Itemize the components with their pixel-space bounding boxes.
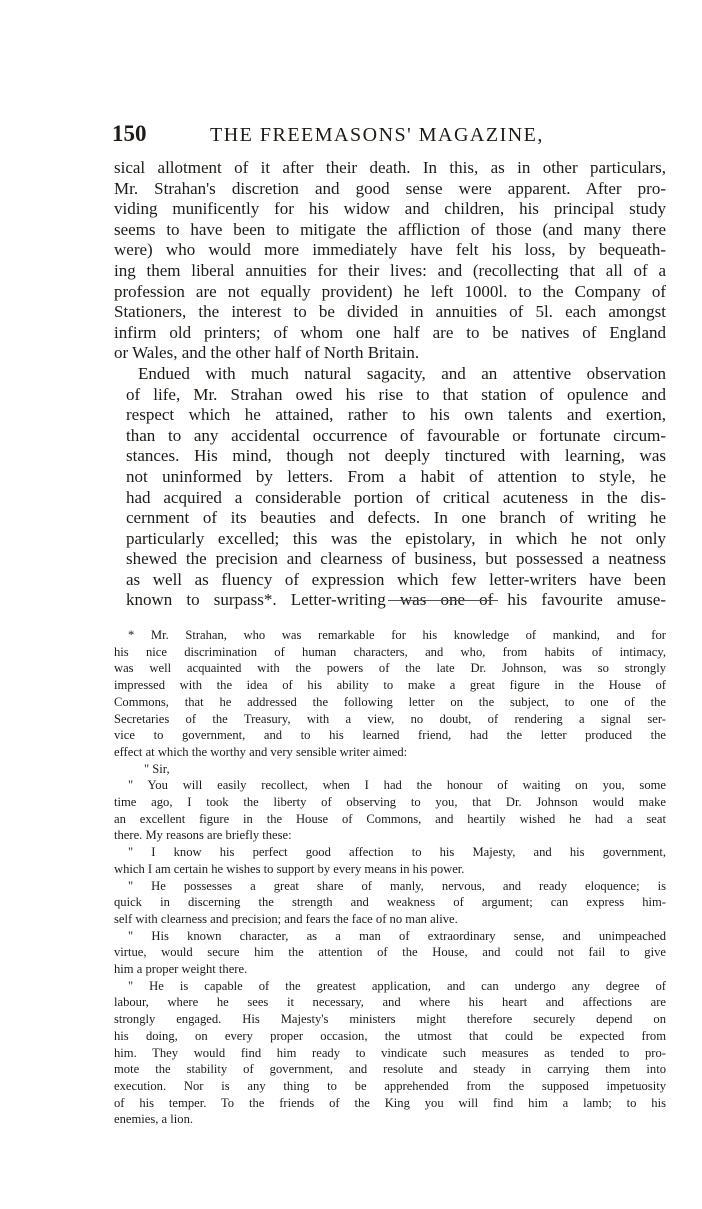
paragraph-1	[114, 158, 666, 364]
footnote-line: effect at which the worthy and very sensible writer aimed:	[114, 744, 408, 759]
footnote-line: time ago, I took the liberty of observing to you, that Dr. Johnson would make	[114, 795, 666, 810]
footnote-line: of his temper. To the friends of the King you will find him a lamb; to his	[114, 1095, 666, 1110]
footnote-line: vice to government, and to his learned friend, had the letter produced the	[114, 728, 666, 743]
text-line: shewed the precision and clearness of business, but possessed a neatness	[126, 549, 666, 569]
footnote-line: labour, where he sees it necessary, and where his heart and affections are	[114, 995, 666, 1010]
text-line: profession are not equally provident) he left 1000l. to the Company of	[114, 281, 666, 301]
text-line: as well as fluency of expression which few letter-writers have been	[126, 569, 666, 589]
footnote-line: his doing, on every proper occasion, the utmost that could be expected from	[114, 1028, 666, 1043]
text-line: viding munificently for his widow and children, his principal study	[114, 199, 666, 219]
text-line: known to surpass*. Letter-writing was one of his favourite amuse-	[126, 590, 666, 610]
text-line: particularly excelled; this was the epistolary, in which he not only	[126, 528, 666, 548]
footnote-separator	[388, 600, 498, 601]
text-line: Stationers, the interest to be divided in annuities of 5l. each amongst	[114, 302, 666, 322]
footnote-line: mote the stability of government, and resolute and steady in carrying them into	[114, 1062, 666, 1077]
footnote-line: Commons, that he addressed the following letter on the subject, to one of the	[114, 694, 666, 709]
footnote-line: " He possesses a great share of manly, nervous, and ready eloquence; is	[128, 878, 666, 893]
main-text	[114, 158, 666, 611]
text-line: Mr. Strahan's discretion and good sense were apparent. After pro-	[114, 178, 666, 198]
footnote-line: him a proper weight there.	[114, 962, 248, 977]
footnote-line: self with clearness and precision; and fears the face of no man alive.	[114, 911, 458, 926]
footnote-line: strongly engaged. His Majesty's ministers might therefore securely depend on	[114, 1012, 666, 1027]
page-number: 150	[112, 121, 147, 146]
text-line: had acquired a considerable portion of critical acuteness in the dis-	[126, 487, 666, 507]
footnote-line: " I know his perfect good affection to his Majesty, and his government,	[128, 845, 666, 860]
text-line: sical allotment of it after their death. In this, as in other particulars,	[114, 158, 666, 177]
text-line: of life, Mr. Strahan owed his rise to that station of opulence and	[126, 384, 666, 404]
text-line: seems to have been to mitigate the affliction of those (and many there	[114, 219, 666, 239]
text-line: or Wales, and the other half of North Britain.	[114, 343, 420, 363]
footnote-line: " He is capable of the greatest application, and can undergo any degree of	[128, 978, 666, 993]
text-line: Endued with much natural sagacity, and an attentive observation	[138, 363, 666, 383]
text-line: were) who would more immediately have felt his loss, by bequeath-	[114, 240, 666, 260]
text-line: than to any accidental occurrence of favourable or fortunate circum-	[126, 425, 666, 445]
text-line: ing them liberal annuities for their lives: and (recollecting that all of a	[114, 260, 666, 280]
letter-salutation: " Sir,	[144, 761, 170, 776]
page-header	[112, 121, 672, 151]
footnote-line: him. They would find him ready to vindicate such measures as tended to pro-	[114, 1045, 666, 1060]
running-title: THE FREEMASONS' MAGAZINE,	[210, 124, 544, 146]
text-line: not uninformed by letters. From a habit of attention to style, he	[126, 466, 666, 486]
footnote-line: impressed with the idea of his ability to make a great figure in the House of	[114, 678, 666, 693]
footnote-line: quick in discerning the strength and weakness of argument; can express him-	[114, 895, 666, 910]
footnote-line: an excellent figure in the House of Commons, and heartily wished he had a seat	[114, 811, 666, 826]
footnote-line: * Mr. Strahan, who was remarkable for his knowledge of mankind, and for	[128, 628, 666, 642]
footnote-line: his nice discrimination of human characters, and who, from habits of intimacy,	[114, 644, 666, 659]
paragraph-2	[114, 364, 666, 611]
footnote-line: Secretaries of the Treasury, with a view, no doubt, of rendering a signal ser-	[114, 711, 666, 726]
footnote	[114, 627, 666, 1128]
text-line: stances. His mind, though not deeply tinctured with learning, was	[126, 446, 666, 466]
footnote-line: was well acquainted with the powers of the late Dr. Johnson, was so strongly	[114, 661, 666, 676]
footnote-line: " His known character, as a man of extraordinary sense, and unimpeached	[128, 928, 666, 943]
text-line: respect which he attained, rather to his own talents and exertion,	[126, 405, 666, 425]
footnote-line: which I am certain he wishes to support by every means in his power.	[114, 861, 465, 876]
footnote-line: enemies, a lion.	[114, 1112, 194, 1127]
footnote-line: " You will easily recollect, when I had the honour of waiting on you, some	[128, 778, 666, 793]
footnote-line: there. My reasons are briefly these:	[114, 828, 292, 843]
text-line: infirm old printers; of whom one half are to be natives of England	[114, 322, 666, 342]
footnote-line: virtue, would secure him the attention of the House, and could not fail to give	[114, 945, 666, 960]
footnote-line: execution. Nor is any thing to be apprehended from the supposed impetuosity	[114, 1078, 666, 1093]
text-line: cernment of its beauties and defects. In one branch of writing he	[126, 508, 666, 528]
